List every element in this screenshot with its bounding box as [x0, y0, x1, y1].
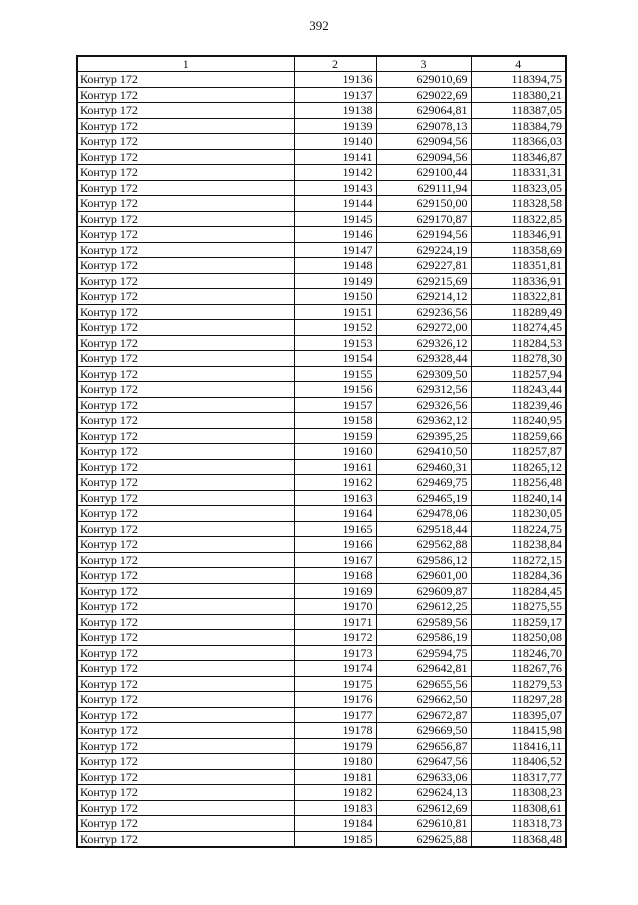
x-coordinate-cell: 629601,00 [376, 568, 471, 584]
y-coordinate-cell: 118275,55 [471, 599, 566, 615]
y-coordinate-cell: 118358,69 [471, 242, 566, 258]
point-number-cell: 19179 [294, 738, 376, 754]
contour-name-cell: Контур 172 [77, 614, 294, 630]
point-number-cell: 19157 [294, 397, 376, 413]
x-coordinate-cell: 629633,06 [376, 769, 471, 785]
x-coordinate-cell: 629586,19 [376, 630, 471, 646]
table-row [77, 738, 566, 754]
table-row [77, 614, 566, 630]
table-row [77, 692, 566, 708]
x-coordinate-cell: 629326,12 [376, 335, 471, 351]
table-row [77, 180, 566, 196]
y-coordinate-cell: 118368,48 [471, 831, 566, 847]
table-row [77, 521, 566, 537]
contour-name-cell: Контур 172 [77, 707, 294, 723]
contour-name-cell: Контур 172 [77, 583, 294, 599]
point-number-cell: 19146 [294, 227, 376, 243]
y-coordinate-cell: 118323,05 [471, 180, 566, 196]
y-coordinate-cell: 118416,11 [471, 738, 566, 754]
table-row [77, 785, 566, 801]
x-coordinate-cell: 629010,69 [376, 72, 471, 88]
x-coordinate-cell: 629624,13 [376, 785, 471, 801]
table-row [77, 211, 566, 227]
point-number-cell: 19142 [294, 165, 376, 181]
x-coordinate-cell: 629656,87 [376, 738, 471, 754]
x-coordinate-cell: 629064,81 [376, 103, 471, 119]
y-coordinate-cell: 118284,45 [471, 583, 566, 599]
x-coordinate-cell: 629362,12 [376, 413, 471, 429]
contour-name-cell: Контур 172 [77, 599, 294, 615]
point-number-cell: 19162 [294, 475, 376, 491]
x-coordinate-cell: 629562,88 [376, 537, 471, 553]
x-coordinate-cell: 629194,56 [376, 227, 471, 243]
contour-name-cell: Контур 172 [77, 537, 294, 553]
y-coordinate-cell: 118297,28 [471, 692, 566, 708]
x-coordinate-cell: 629111,94 [376, 180, 471, 196]
table-row [77, 397, 566, 413]
contour-name-cell: Контур 172 [77, 382, 294, 398]
contour-name-cell: Контур 172 [77, 397, 294, 413]
table-row [77, 149, 566, 165]
contour-name-cell: Контур 172 [77, 676, 294, 692]
y-coordinate-cell: 118279,53 [471, 676, 566, 692]
point-number-cell: 19139 [294, 118, 376, 134]
table-row [77, 320, 566, 336]
contour-name-cell: Контур 172 [77, 211, 294, 227]
point-number-cell: 19181 [294, 769, 376, 785]
x-coordinate-cell: 629326,56 [376, 397, 471, 413]
contour-name-cell: Контур 172 [77, 723, 294, 739]
y-coordinate-cell: 118284,53 [471, 335, 566, 351]
contour-name-cell: Контур 172 [77, 428, 294, 444]
table-row [77, 831, 566, 847]
contour-name-cell: Контур 172 [77, 103, 294, 119]
contour-name-cell: Контур 172 [77, 645, 294, 661]
point-number-cell: 19159 [294, 428, 376, 444]
table-row [77, 707, 566, 723]
x-coordinate-cell: 629586,12 [376, 552, 471, 568]
x-coordinate-cell: 629478,06 [376, 506, 471, 522]
y-coordinate-cell: 118317,77 [471, 769, 566, 785]
point-number-cell: 19137 [294, 87, 376, 103]
contour-name-cell: Контур 172 [77, 444, 294, 460]
contour-name-cell: Контур 172 [77, 769, 294, 785]
table-row [77, 506, 566, 522]
point-number-cell: 19177 [294, 707, 376, 723]
point-number-cell: 19144 [294, 196, 376, 212]
table-row [77, 800, 566, 816]
point-number-cell: 19136 [294, 72, 376, 88]
table-row [77, 103, 566, 119]
point-number-cell: 19168 [294, 568, 376, 584]
x-coordinate-cell: 629410,50 [376, 444, 471, 460]
table-row [77, 754, 566, 770]
point-number-cell: 19184 [294, 816, 376, 832]
table-row [77, 645, 566, 661]
y-coordinate-cell: 118415,98 [471, 723, 566, 739]
contour-name-cell: Контур 172 [77, 506, 294, 522]
y-coordinate-cell: 118406,52 [471, 754, 566, 770]
y-coordinate-cell: 118243,44 [471, 382, 566, 398]
y-coordinate-cell: 118351,81 [471, 258, 566, 274]
table-row [77, 351, 566, 367]
point-number-cell: 19160 [294, 444, 376, 460]
y-coordinate-cell: 118224,75 [471, 521, 566, 537]
x-coordinate-cell: 629022,69 [376, 87, 471, 103]
point-number-cell: 19183 [294, 800, 376, 816]
point-number-cell: 19164 [294, 506, 376, 522]
x-coordinate-cell: 629465,19 [376, 490, 471, 506]
point-number-cell: 19185 [294, 831, 376, 847]
contour-name-cell: Контур 172 [77, 165, 294, 181]
contour-name-cell: Контур 172 [77, 816, 294, 832]
y-coordinate-cell: 118384,79 [471, 118, 566, 134]
y-coordinate-cell: 118346,87 [471, 149, 566, 165]
table-row [77, 568, 566, 584]
table-row [77, 661, 566, 677]
x-coordinate-cell: 629224,19 [376, 242, 471, 258]
table-row [77, 258, 566, 274]
point-number-cell: 19149 [294, 273, 376, 289]
contour-name-cell: Контур 172 [77, 227, 294, 243]
point-number-cell: 19152 [294, 320, 376, 336]
contour-name-cell: Контур 172 [77, 630, 294, 646]
contour-name-cell: Контур 172 [77, 87, 294, 103]
contour-name-cell: Контур 172 [77, 273, 294, 289]
table-row [77, 196, 566, 212]
x-coordinate-cell: 629094,56 [376, 149, 471, 165]
contour-name-cell: Контур 172 [77, 490, 294, 506]
x-coordinate-cell: 629214,12 [376, 289, 471, 305]
x-coordinate-cell: 629272,00 [376, 320, 471, 336]
x-coordinate-cell: 629100,44 [376, 165, 471, 181]
y-coordinate-cell: 118265,12 [471, 459, 566, 475]
point-number-cell: 19154 [294, 351, 376, 367]
point-number-cell: 19151 [294, 304, 376, 320]
table-row [77, 72, 566, 88]
point-number-cell: 19170 [294, 599, 376, 615]
table-row [77, 490, 566, 506]
table-row [77, 118, 566, 134]
contour-name-cell: Контур 172 [77, 180, 294, 196]
contour-name-cell: Контур 172 [77, 413, 294, 429]
column-header-1: 1 [77, 56, 294, 72]
contour-name-cell: Контур 172 [77, 289, 294, 305]
y-coordinate-cell: 118256,48 [471, 475, 566, 491]
x-coordinate-cell: 629215,69 [376, 273, 471, 289]
point-number-cell: 19171 [294, 614, 376, 630]
x-coordinate-cell: 629312,56 [376, 382, 471, 398]
column-header-2: 2 [294, 56, 376, 72]
x-coordinate-cell: 629612,25 [376, 599, 471, 615]
contour-name-cell: Контур 172 [77, 196, 294, 212]
column-header-3: 3 [376, 56, 471, 72]
y-coordinate-cell: 118366,03 [471, 134, 566, 150]
x-coordinate-cell: 629669,50 [376, 723, 471, 739]
y-coordinate-cell: 118395,07 [471, 707, 566, 723]
table-row [77, 723, 566, 739]
y-coordinate-cell: 118308,61 [471, 800, 566, 816]
y-coordinate-cell: 118387,05 [471, 103, 566, 119]
x-coordinate-cell: 629594,75 [376, 645, 471, 661]
table-row [77, 816, 566, 832]
point-number-cell: 19155 [294, 366, 376, 382]
y-coordinate-cell: 118257,94 [471, 366, 566, 382]
x-coordinate-cell: 629518,44 [376, 521, 471, 537]
contour-name-cell: Контур 172 [77, 754, 294, 770]
table-row [77, 335, 566, 351]
point-number-cell: 19138 [294, 103, 376, 119]
y-coordinate-cell: 118259,66 [471, 428, 566, 444]
y-coordinate-cell: 118328,58 [471, 196, 566, 212]
y-coordinate-cell: 118246,70 [471, 645, 566, 661]
x-coordinate-cell: 629227,81 [376, 258, 471, 274]
y-coordinate-cell: 118278,30 [471, 351, 566, 367]
contour-name-cell: Контур 172 [77, 242, 294, 258]
x-coordinate-cell: 629610,81 [376, 816, 471, 832]
contour-name-cell: Контур 172 [77, 521, 294, 537]
point-number-cell: 19178 [294, 723, 376, 739]
y-coordinate-cell: 118322,81 [471, 289, 566, 305]
x-coordinate-cell: 629395,25 [376, 428, 471, 444]
contour-name-cell: Контур 172 [77, 661, 294, 677]
x-coordinate-cell: 629655,56 [376, 676, 471, 692]
x-coordinate-cell: 629672,87 [376, 707, 471, 723]
table-row [77, 599, 566, 615]
x-coordinate-cell: 629612,69 [376, 800, 471, 816]
table-row [77, 366, 566, 382]
contour-name-cell: Контур 172 [77, 258, 294, 274]
contour-name-cell: Контур 172 [77, 692, 294, 708]
table-row [77, 382, 566, 398]
y-coordinate-cell: 118240,14 [471, 490, 566, 506]
x-coordinate-cell: 629078,13 [376, 118, 471, 134]
point-number-cell: 19175 [294, 676, 376, 692]
point-number-cell: 19153 [294, 335, 376, 351]
x-coordinate-cell: 629309,50 [376, 366, 471, 382]
point-number-cell: 19140 [294, 134, 376, 150]
contour-name-cell: Контур 172 [77, 568, 294, 584]
table-row [77, 583, 566, 599]
x-coordinate-cell: 629589,56 [376, 614, 471, 630]
point-number-cell: 19180 [294, 754, 376, 770]
y-coordinate-cell: 118274,45 [471, 320, 566, 336]
y-coordinate-cell: 118289,49 [471, 304, 566, 320]
contour-name-cell: Контур 172 [77, 149, 294, 165]
table-row [77, 242, 566, 258]
x-coordinate-cell: 629647,56 [376, 754, 471, 770]
x-coordinate-cell: 629609,87 [376, 583, 471, 599]
table-row [77, 537, 566, 553]
y-coordinate-cell: 118272,15 [471, 552, 566, 568]
y-coordinate-cell: 118238,84 [471, 537, 566, 553]
column-header-4: 4 [471, 56, 566, 72]
y-coordinate-cell: 118239,46 [471, 397, 566, 413]
table-row [77, 134, 566, 150]
y-coordinate-cell: 118346,91 [471, 227, 566, 243]
point-number-cell: 19173 [294, 645, 376, 661]
y-coordinate-cell: 118336,91 [471, 273, 566, 289]
x-coordinate-cell: 629328,44 [376, 351, 471, 367]
contour-name-cell: Контур 172 [77, 134, 294, 150]
x-coordinate-cell: 629094,56 [376, 134, 471, 150]
table-row [77, 87, 566, 103]
coordinates-table [76, 55, 567, 848]
point-number-cell: 19156 [294, 382, 376, 398]
contour-name-cell: Контур 172 [77, 831, 294, 847]
contour-name-cell: Контур 172 [77, 304, 294, 320]
table-row [77, 444, 566, 460]
page-number: 392 [309, 18, 329, 33]
point-number-cell: 19147 [294, 242, 376, 258]
x-coordinate-cell: 629170,87 [376, 211, 471, 227]
table-body [77, 72, 566, 848]
y-coordinate-cell: 118394,75 [471, 72, 566, 88]
table-row [77, 413, 566, 429]
point-number-cell: 19172 [294, 630, 376, 646]
contour-name-cell: Контур 172 [77, 552, 294, 568]
point-number-cell: 19145 [294, 211, 376, 227]
x-coordinate-cell: 629236,56 [376, 304, 471, 320]
table-row [77, 630, 566, 646]
point-number-cell: 19176 [294, 692, 376, 708]
contour-name-cell: Контур 172 [77, 351, 294, 367]
table-header-row [77, 56, 566, 72]
table-row [77, 289, 566, 305]
y-coordinate-cell: 118284,36 [471, 568, 566, 584]
point-number-cell: 19174 [294, 661, 376, 677]
contour-name-cell: Контур 172 [77, 475, 294, 491]
contour-name-cell: Контур 172 [77, 72, 294, 88]
x-coordinate-cell: 629662,50 [376, 692, 471, 708]
table-row [77, 676, 566, 692]
contour-name-cell: Контур 172 [77, 320, 294, 336]
contour-name-cell: Контур 172 [77, 738, 294, 754]
y-coordinate-cell: 118267,76 [471, 661, 566, 677]
point-number-cell: 19166 [294, 537, 376, 553]
x-coordinate-cell: 629460,31 [376, 459, 471, 475]
x-coordinate-cell: 629150,00 [376, 196, 471, 212]
point-number-cell: 19141 [294, 149, 376, 165]
contour-name-cell: Контур 172 [77, 785, 294, 801]
x-coordinate-cell: 629642,81 [376, 661, 471, 677]
y-coordinate-cell: 118308,23 [471, 785, 566, 801]
table-row [77, 459, 566, 475]
point-number-cell: 19182 [294, 785, 376, 801]
y-coordinate-cell: 118230,05 [471, 506, 566, 522]
table-row [77, 769, 566, 785]
y-coordinate-cell: 118240,95 [471, 413, 566, 429]
contour-name-cell: Контур 172 [77, 800, 294, 816]
y-coordinate-cell: 118322,85 [471, 211, 566, 227]
point-number-cell: 19150 [294, 289, 376, 305]
y-coordinate-cell: 118318,73 [471, 816, 566, 832]
point-number-cell: 19158 [294, 413, 376, 429]
table-row [77, 552, 566, 568]
y-coordinate-cell: 118257,87 [471, 444, 566, 460]
point-number-cell: 19148 [294, 258, 376, 274]
y-coordinate-cell: 118331,31 [471, 165, 566, 181]
table-row [77, 227, 566, 243]
point-number-cell: 19143 [294, 180, 376, 196]
table-row [77, 273, 566, 289]
table-row [77, 165, 566, 181]
contour-name-cell: Контур 172 [77, 335, 294, 351]
point-number-cell: 19161 [294, 459, 376, 475]
x-coordinate-cell: 629625,88 [376, 831, 471, 847]
contour-name-cell: Контур 172 [77, 366, 294, 382]
y-coordinate-cell: 118259,17 [471, 614, 566, 630]
table-row [77, 475, 566, 491]
y-coordinate-cell: 118380,21 [471, 87, 566, 103]
y-coordinate-cell: 118250,08 [471, 630, 566, 646]
point-number-cell: 19169 [294, 583, 376, 599]
table-row [77, 428, 566, 444]
contour-name-cell: Контур 172 [77, 118, 294, 134]
point-number-cell: 19163 [294, 490, 376, 506]
contour-name-cell: Контур 172 [77, 459, 294, 475]
x-coordinate-cell: 629469,75 [376, 475, 471, 491]
point-number-cell: 19165 [294, 521, 376, 537]
table-row [77, 304, 566, 320]
point-number-cell: 19167 [294, 552, 376, 568]
